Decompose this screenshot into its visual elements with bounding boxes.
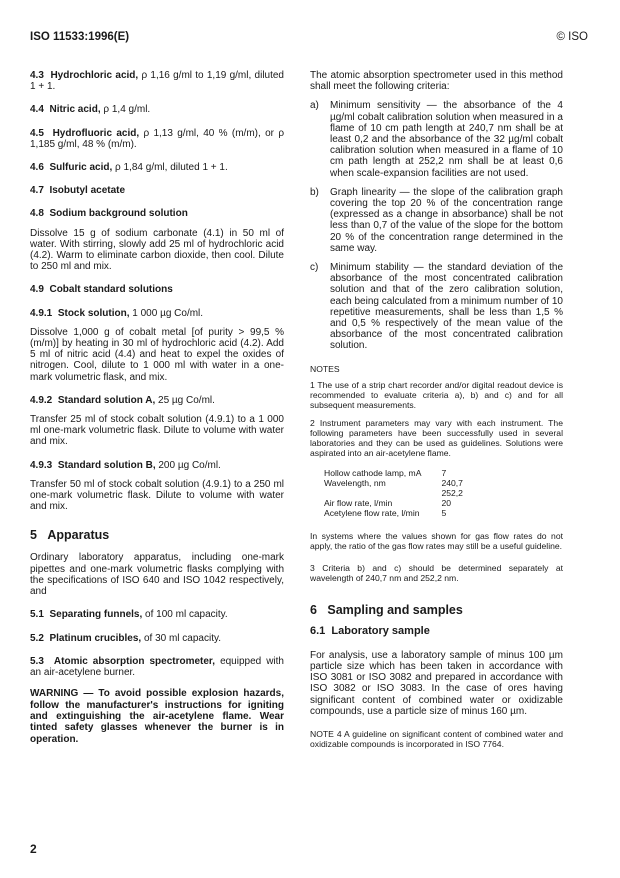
section-4-3: 4.3 Hydrochloric acid, ρ 1,16 g/ml to 1,19 g/ml, diluted 1 + 1. <box>30 70 284 93</box>
section-5-1: 5.1 Separating funnels, of 100 ml capacity. <box>30 609 228 621</box>
section-6-heading: 6 Sampling and samples <box>310 602 463 617</box>
table-row: Wavelength, nm 240,7 <box>324 477 463 488</box>
section-4-6: 4.6 Sulfuric acid, ρ 1,84 g/ml, diluted 1 + 1. <box>30 162 228 174</box>
section-4-9-1-heading: 4.9.1 Stock solution, 1 000 µg Co/ml. <box>30 307 204 319</box>
section-4-9-2-body: Transfer 25 ml of stock cobalt solution (4.9.1) to a 1 000 ml one-mark volumetric flask. Dilute to volume with water and mix. <box>30 414 284 448</box>
criterion-a: a) Minimum sensitivity — the absorbance of the 4 µg/ml cobalt calibration solution when measured in a flame of 10 cm path length at 240,7 nm shall be at least 0,2 and the absorbance of the 32 µg/ml cobalt calibration solution when measured in a flame of 10 cm path length at 252,2 nm shall be at least 0,6 when scale-expansion facilities are not used. <box>310 100 563 179</box>
document-id: ISO 11533:1996(E) <box>30 31 130 43</box>
section-4-7: 4.7 Isobutyl acetate <box>30 185 126 197</box>
table-row: Air flow rate, l/min 20 <box>324 498 452 509</box>
section-4-8-body: Dissolve 15 g of sodium carbonate (4.1) in 50 ml of water. With stirring, slowly add 25 ml of hydrochloric acid (4.2). Warm to eliminate carbon dioxide, then cool. Dilute to 250 ml and mix. <box>30 227 284 273</box>
section-6-1-heading: 6.1 Laboratory sample <box>310 624 430 637</box>
section-4-4: 4.4 Nitric acid, ρ 1,4 g/ml. <box>30 104 151 116</box>
criteria-list <box>310 100 563 351</box>
section-5-body: Ordinary laboratory apparatus, including one-mark pipettes and one-mark volumetric flasks complying with the specifications of ISO 640 and ISO 1042 respectively, and <box>30 552 284 598</box>
note-3: 3 Criteria b) and c) should be determined separately at wavelength of 240,7 nm and 252,2 nm. <box>310 562 563 583</box>
section-5-3: 5.3 Atomic absorption spectrometer, equipped with an air-acetylene burner. <box>30 655 284 678</box>
copyright-mark: © ISO <box>556 31 588 43</box>
criterion-c: c) Minimum stability — the standard deviation of the absorbance of the most concentrated calibration solution and that of the zero calibration solution, each being calculated from a minimum number of 10 repetitive measurements, shall be less than 1,5 % and 0,5 % respectively of the mean value of the absorbance of the most concentrated calibration solution. <box>310 262 563 352</box>
section-4-9-3-body: Transfer 50 ml of stock cobalt solution (4.9.1) to a 250 ml one-mark volumetric flask. Dilute to volume with water and mix. <box>30 478 284 513</box>
section-4-9-3-heading: 4.9.3 Standard solution B, 200 µg Co/ml. <box>30 459 221 471</box>
section-4-9-heading: 4.9 Cobalt standard solutions <box>30 284 173 296</box>
warning-text: WARNING — To avoid possible explosion hazards, follow the manufacturer's instructions for igniting and extinguishing the air-acetylene flame. Wear tinted safety glasses whenever the burner is in operation. <box>30 688 284 745</box>
section-4-9-1-body: Dissolve 1,000 g of cobalt metal [of purity > 99,5 % (m/m)] by heating in 30 ml of hydrochloric acid (4.2). Add 5 ml of nitric acid (4.4) and heat to expel the oxides of nitrogen. Cool, dilute to 1 000 ml with water in a one-mark volumetric flask, and mix. <box>30 326 284 383</box>
section-5-2: 5.2 Platinum crucibles, of 30 ml capacity. <box>30 632 222 644</box>
note-4: NOTE 4 A guideline on significant content of combined water and oxidizable compounds is incorporated in ISO 7764. <box>310 728 563 749</box>
criteria-intro: The atomic absorption spectrometer used in this method shall meet the following criteria: <box>310 70 563 93</box>
page-number: 2 <box>30 842 37 856</box>
instrument-parameters-table <box>324 468 463 519</box>
section-4-9-2-heading: 4.9.2 Standard solution A, 25 µg Co/ml. <box>30 394 215 406</box>
criterion-b: b) Graph linearity — the slope of the calibration graph covering the top 20 % of the concentration range (expressed as a change in absorbance) shall be not less than 0,7 of the value of the slope for the bottom 20 % of the concentration range determined in the same way. <box>310 186 563 254</box>
right-column <box>310 70 563 749</box>
table-row: 252,2 <box>441 488 463 499</box>
section-6-1-body: For analysis, use a laboratory sample of minus 100 µm particle size which has been taken in accordance with ISO 3081 or ISO 3082 and prepared in accordance with ISO 3082 or ISO 3083. In the case of ores having significant content of combined water or oxidizable compounds, use a particle size of minus 160 µm. <box>310 649 563 717</box>
note-2-tail: In systems where the values shown for gas flow rates do not apply, the ratio of the gas flow rates may still be a useful guideline. <box>310 530 563 551</box>
section-4-8-heading: 4.8 Sodium background solution <box>30 208 188 220</box>
note-2: 2 Instrument parameters may vary with each instrument. The following parameters have been successfully used in several laboratories and they can be used as guidelines. Solutions were aspirated into an air-acetylene flame. <box>310 417 563 458</box>
left-column <box>30 70 284 745</box>
table-row: Acetylene flow rate, l/min 5 <box>324 508 447 519</box>
section-4-5: 4.5 Hydrofluoric acid, ρ 1,13 g/ml, 40 % (m/m), or ρ 1,185 g/ml, 48 % (m/m). <box>30 127 285 150</box>
section-5-heading: 5 Apparatus <box>30 528 110 543</box>
notes-heading: NOTES <box>310 363 340 374</box>
table-row: Hollow cathode lamp, mA 7 <box>324 467 447 478</box>
note-1: 1 The use of a strip chart recorder and/or digital readout device is recommended to evaluate criteria a), b) and c) and for all subsequent measurements. <box>310 379 563 410</box>
